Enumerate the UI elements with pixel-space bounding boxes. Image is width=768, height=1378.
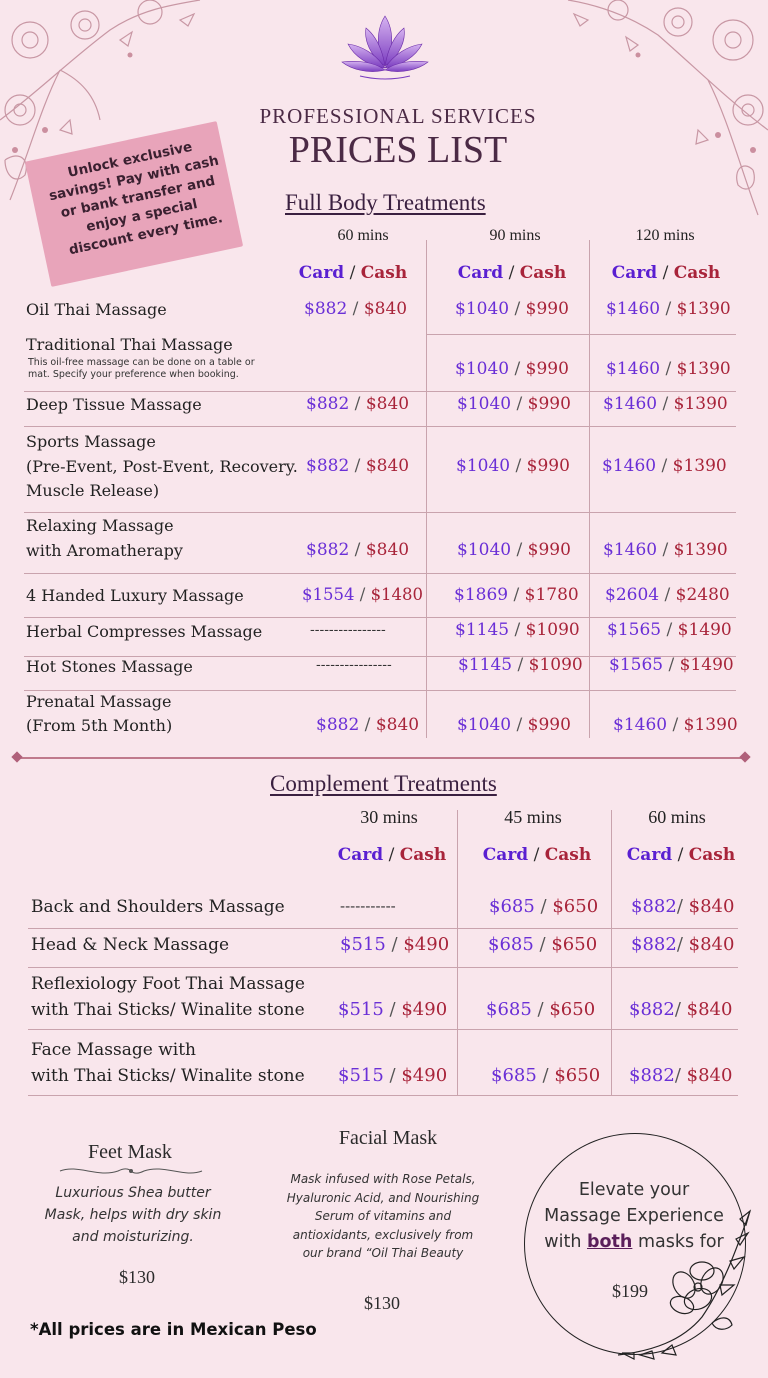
row-divider	[426, 334, 736, 335]
price-30-unavailable: -----------	[340, 897, 396, 915]
price-120: $1460 / $1390	[602, 456, 727, 476]
flourish-icon	[58, 1164, 204, 1178]
duration-120: 120 mins	[635, 227, 695, 244]
service-name: Deep Tissue Massage	[26, 395, 202, 414]
page-title: PRICES LIST	[288, 129, 508, 171]
card-cash-header-60c: Card / Cash	[626, 845, 736, 865]
service-name: (From 5th Month)	[26, 716, 173, 735]
service-name: Prenatal Massage	[26, 692, 172, 711]
row-divider	[28, 967, 738, 968]
price-45: $685 / $650	[486, 999, 596, 1020]
price-120: $1460 / $1390	[603, 394, 728, 414]
price-90: $1145 / $1090	[458, 655, 583, 675]
price-60: $882/ $840	[631, 896, 735, 917]
facial-mask-price: $130	[364, 1293, 400, 1313]
price-120: $2604 / $2480	[605, 585, 730, 605]
column-divider	[426, 240, 427, 738]
section-divider	[20, 757, 746, 759]
card-label: Card	[611, 263, 658, 283]
price-120: $1565 / $1490	[609, 655, 734, 675]
promo-text: Unlock exclusive savings! Pay with cash or bank transfer and enjoy a special discount every time.	[47, 138, 225, 259]
duration-30: 30 mins	[360, 807, 418, 827]
cash-label: Cash	[360, 263, 408, 283]
full-body-section-title: Full Body Treatments	[285, 190, 486, 215]
service-name: Hot Stones Massage	[26, 657, 193, 676]
duration-45: 45 mins	[504, 807, 562, 827]
duration-90: 90 mins	[489, 227, 541, 244]
card-cash-header-120	[611, 263, 721, 283]
row-divider	[24, 573, 736, 574]
price-90: $1040 / $990	[457, 540, 571, 560]
complement-section-title: Complement Treatments	[270, 771, 497, 796]
price-60-unavailable: ----------------	[316, 657, 392, 673]
service-name: 4 Handed Luxury Massage	[26, 586, 244, 605]
slash: /	[662, 263, 669, 283]
row-divider	[24, 512, 736, 513]
header-subtitle: PROFESSIONAL SERVICES	[259, 104, 537, 128]
price-60: $882 / $840	[306, 456, 410, 476]
price-60: $882/ $840	[629, 999, 733, 1020]
card-cash-header-90	[457, 263, 567, 283]
price-90: $1040 / $990	[457, 715, 571, 735]
service-name: (Pre-Event, Post-Event, Recovery.	[26, 457, 298, 476]
row-divider	[24, 426, 736, 427]
feet-mask-price: $130	[119, 1267, 155, 1287]
price-45: $685 / $650	[489, 896, 599, 917]
price-30: $515 / $490	[338, 999, 448, 1020]
price-60: $882/ $840	[631, 934, 735, 955]
service-name: Sports Massage	[26, 432, 156, 451]
service-name: Traditional Thai Massage	[26, 335, 233, 354]
price-45: $685 / $650	[491, 1065, 601, 1086]
divider-diamond-right-icon	[739, 751, 750, 762]
price-120: $1565 / $1490	[607, 620, 732, 640]
price-120: $1460 / $1390	[613, 715, 738, 735]
divider-diamond-left-icon	[11, 751, 22, 762]
price-60: $882/ $840	[629, 1065, 733, 1086]
currency-note: *All prices are in Mexican Peso	[30, 1320, 317, 1339]
price-60: $882 / $840	[306, 540, 410, 560]
price-60-unavailable: ----------------	[310, 622, 386, 638]
service-name: with Thai Sticks/ Winalite stone	[31, 1000, 305, 1020]
flower-sketch-icon	[612, 1205, 758, 1361]
price-60: $882 / $840	[304, 299, 408, 319]
row-divider	[24, 391, 736, 392]
price-90: $1040 / $990	[457, 394, 571, 414]
row-divider	[24, 617, 736, 618]
cash-label: Cash	[519, 263, 567, 283]
price-90: $1145 / $1090	[455, 620, 580, 640]
service-name: with Aromatherapy	[26, 541, 183, 560]
service-name: Head & Neck Massage	[31, 935, 230, 955]
column-divider	[589, 240, 590, 738]
price-90: $1040 / $990	[455, 359, 569, 379]
row-divider	[28, 928, 738, 929]
service-name: Relaxing Massage	[26, 516, 174, 535]
service-name: Oil Thai Massage	[26, 300, 167, 319]
row-divider	[28, 1095, 738, 1096]
bundle-line-2: Massage Experience	[544, 1206, 724, 1226]
price-90: $1040 / $990	[455, 299, 569, 319]
card-cash-header-45: Card / Cash	[482, 845, 592, 865]
bundle-line-3: with both masks for	[544, 1232, 724, 1252]
service-name: with Thai Sticks/ Winalite stone	[31, 1066, 305, 1086]
card-cash-header-30: Card / Cash	[337, 845, 447, 865]
slash: /	[349, 263, 356, 283]
duration-60: 60 mins	[648, 807, 706, 827]
duration-60: 60 mins	[337, 227, 389, 244]
facial-mask-description: Mask infused with Rose Petals, Hyaluronic Acid, and Nourishing Serum of vitamins and antioxidants, exclusively from our brand “Oil Thai Beauty	[286, 1172, 480, 1260]
bundle-price: $199	[612, 1281, 648, 1301]
card-cash-header-60	[298, 263, 408, 283]
price-120: $1460 / $1390	[606, 359, 731, 379]
price-60: $1554 / $1480	[302, 585, 424, 604]
price-90: $1869 / $1780	[454, 585, 579, 605]
lotus-logo-icon	[340, 12, 430, 84]
facial-mask-title: Facial Mask	[338, 1127, 438, 1149]
bundle-line-1: Elevate your	[578, 1180, 690, 1200]
service-name: Face Massage with	[31, 1040, 197, 1060]
price-45: $685 / $650	[488, 934, 598, 955]
column-divider	[611, 810, 612, 1096]
price-60: $882 / $840	[316, 715, 420, 735]
feet-mask-description: Luxurious Shea butter Mask, helps with dry skin and moisturizing.	[44, 1185, 222, 1245]
price-90: $1040 / $990	[456, 456, 570, 476]
feet-mask-title: Feet Mask	[88, 1141, 172, 1163]
price-60: $882 / $840	[306, 394, 410, 414]
price-30: $515 / $490	[338, 1065, 448, 1086]
service-name: Herbal Compresses Massage	[26, 622, 263, 641]
slash: /	[508, 263, 515, 283]
service-note: This oil-free massage can be done on a table or mat. Specify your preference when booking.	[28, 357, 255, 380]
price-30: $515 / $490	[340, 934, 450, 955]
card-label: Card	[457, 263, 504, 283]
row-divider	[28, 1029, 738, 1030]
service-name: Muscle Release)	[26, 481, 160, 500]
price-120: $1460 / $1390	[603, 540, 728, 560]
card-label: Card	[298, 263, 345, 283]
service-name: Reflexiology Foot Thai Massage	[31, 974, 305, 994]
price-120: $1460 / $1390	[606, 299, 731, 319]
service-name: Back and Shoulders Massage	[31, 897, 285, 917]
cash-label: Cash	[673, 263, 721, 283]
column-divider	[457, 810, 458, 1096]
